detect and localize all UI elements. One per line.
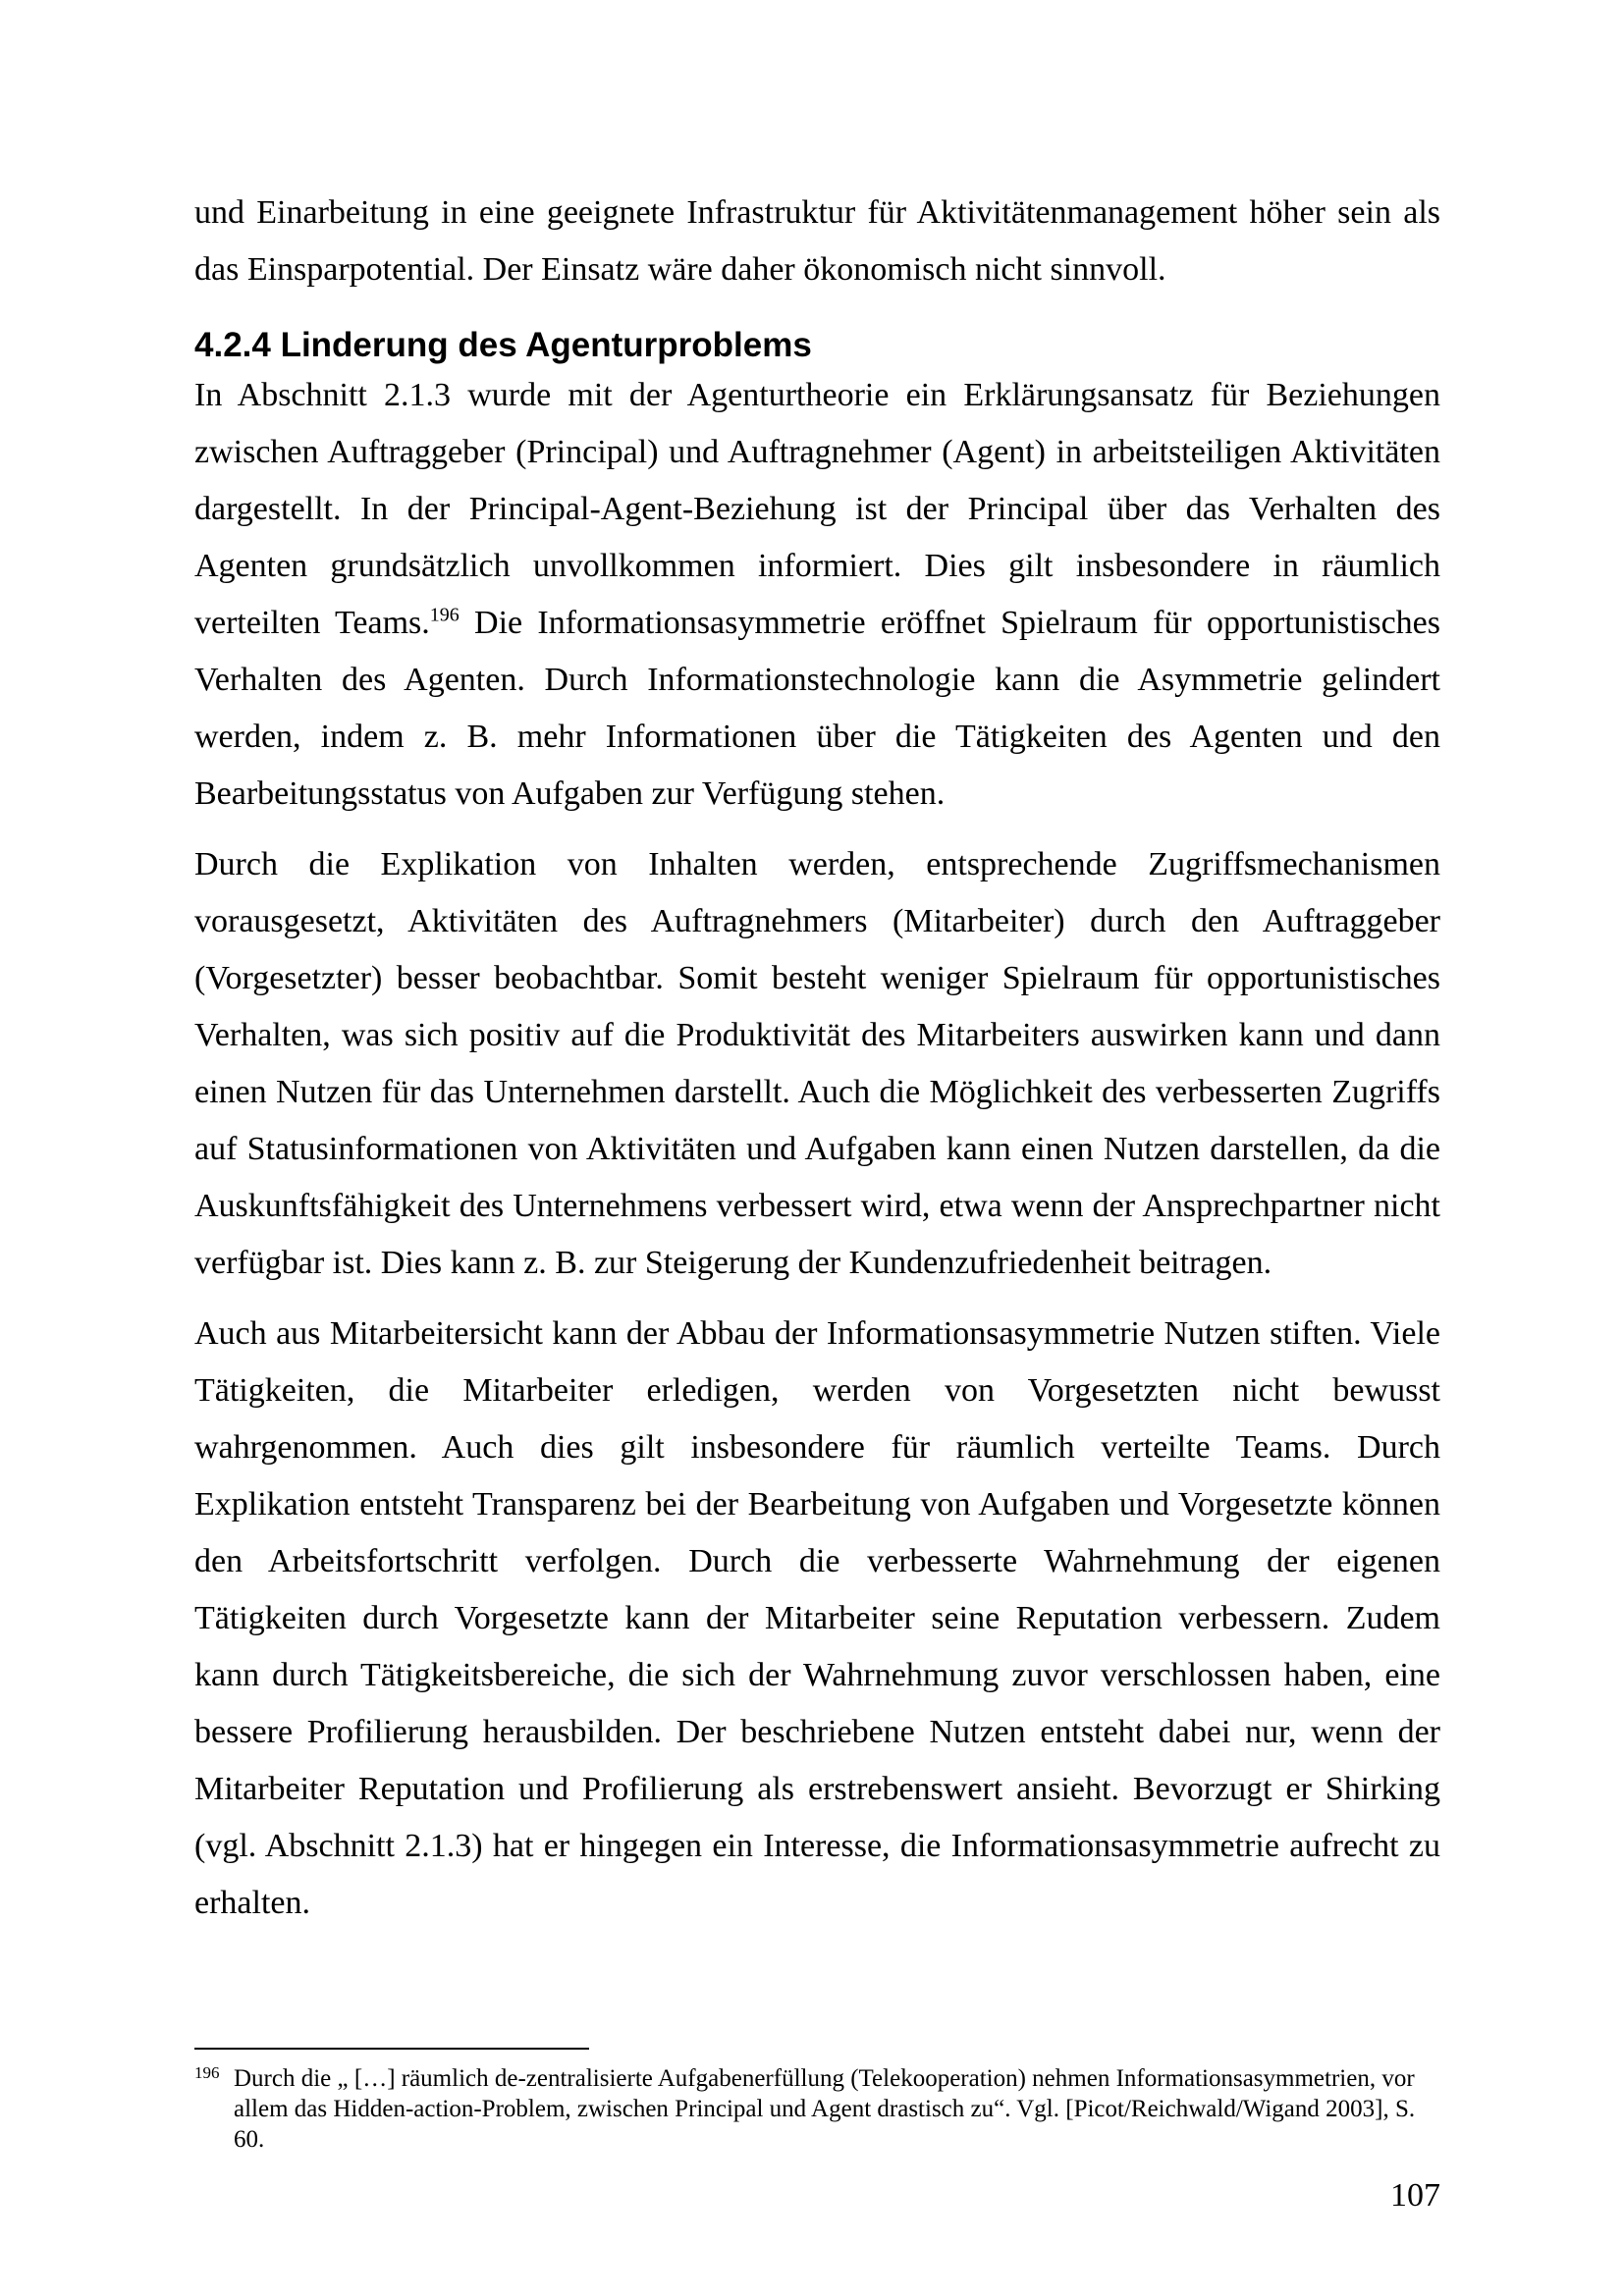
paragraph-explication: Durch die Explikation von Inhalten werden, entsprechende Zugriffsmechanismen vorausgesetzt, Aktivitäten des Auftragnehmers (Mitarbeiter) durch den Auftraggeber (Vorgesetzter) besser beobachtbar. Somit besteht weniger Spielraum für opportunistisches Verhalten, was sich positiv auf die Produktivität des Mitarbeiters auswirken kann und dann einen Nutzen für das Unternehmen darstellt. Auch die Möglichkeit des verbesserten Zugriffs auf Statusinformationen von Aktivitäten und Aufgaben kann einen Nutzen darstellen, da die Auskunftsfähigkeit des Unternehmens verbessert wird, etwa wenn der Ansprechpartner nicht verfügbar ist. Dies kann z. B. zur Steigerung der Kundenzufriedenheit beitragen. [194, 846, 1440, 1281]
section-heading: 4.2.4 Linderung des Agenturproblems [194, 326, 812, 364]
paragraph-agency-theory-part-b: Die Informationsasymmetrie eröffnet Spielraum für opportunistisches Verhalten des Agenten. Durch Informationstechnologie kann die Asymmetrie gelindert werden, indem z. B. mehr Informationen über die Tätigkeiten des Agenten und den Bearbeitungsstatus von Aufgaben zur Verfügung stehen. [194, 605, 1440, 812]
footnote-reference: 196 [429, 604, 460, 626]
footnote-number: 196 [194, 2063, 220, 2082]
paragraph-intro: und Einarbeitung in eine geeignete Infrastruktur für Aktivitätenmanagement höher sein als das Einsparpotential. Der Einsatz wäre daher ökonomisch nicht sinnvoll. [194, 194, 1440, 288]
paragraph-employee-view: Auch aus Mitarbeitersicht kann der Abbau der Informationsasymmetrie Nutzen stiften. Viele Tätigkeiten, die Mitarbeiter erledigen, werden von Vorgesetzten nicht bewusst wahrgenommen. Auch dies gilt insbesondere für räumlich verteilte Teams. Durch Explikation entsteht Transparenz bei der Bearbeitung von Aufgaben und Vorgesetzte können den Arbeitsfortschritt verfolgen. Durch die verbesserte Wahrnehmung der eigenen Tätigkeiten durch Vorgesetzte kann der Mitarbeiter seine Reputation verbessern. Zudem kann durch Tätigkeitsbereiche, die sich der Wahrnehmung zuvor verschlossen haben, eine bessere Profilierung herausbilden. Der beschriebene Nutzen entsteht dabei nur, wenn der Mitarbeiter Reputation und Profilierung als erstrebenswert ansieht. Bevorzugt er Shirking (vgl. Abschnitt 2.1.3) hat er hingegen ein Interesse, die Informationsasymmetrie aufrecht zu erhalten. [194, 1315, 1440, 1921]
footnote [194, 2063, 1440, 2155]
page-number: 107 [1390, 2177, 1440, 2214]
body-text [194, 185, 1440, 1932]
paragraph-agency-theory [194, 367, 1440, 823]
paragraph-agency-theory-part-a: In Abschnitt 2.1.3 wurde mit der Agenturtheorie ein Erklärungsansatz für Beziehungen zwischen Auftraggeber (Principal) und Auftragnehmer (Agent) in arbeitsteiligen Aktivitäten dargestellt. In der Principal-Agent-Beziehung ist der Principal über das Verhalten des Agenten grundsätzlich unvollkommen informiert. Dies gilt insbesondere in räumlich verteilten Teams. [194, 377, 1440, 641]
footnote-text: Durch die „ […] räumlich de-zentralisierte Aufgabenerfüllung (Telekooperation) nehmen Informationsasymmetrien, vor allem das Hidden-action-Problem, zwischen Principal und Agent drastisch zu“. Vgl. [Picot/Reichwald/Wigand 2003], S. 60. [234, 2065, 1416, 2153]
footnote-divider [194, 2048, 589, 2050]
